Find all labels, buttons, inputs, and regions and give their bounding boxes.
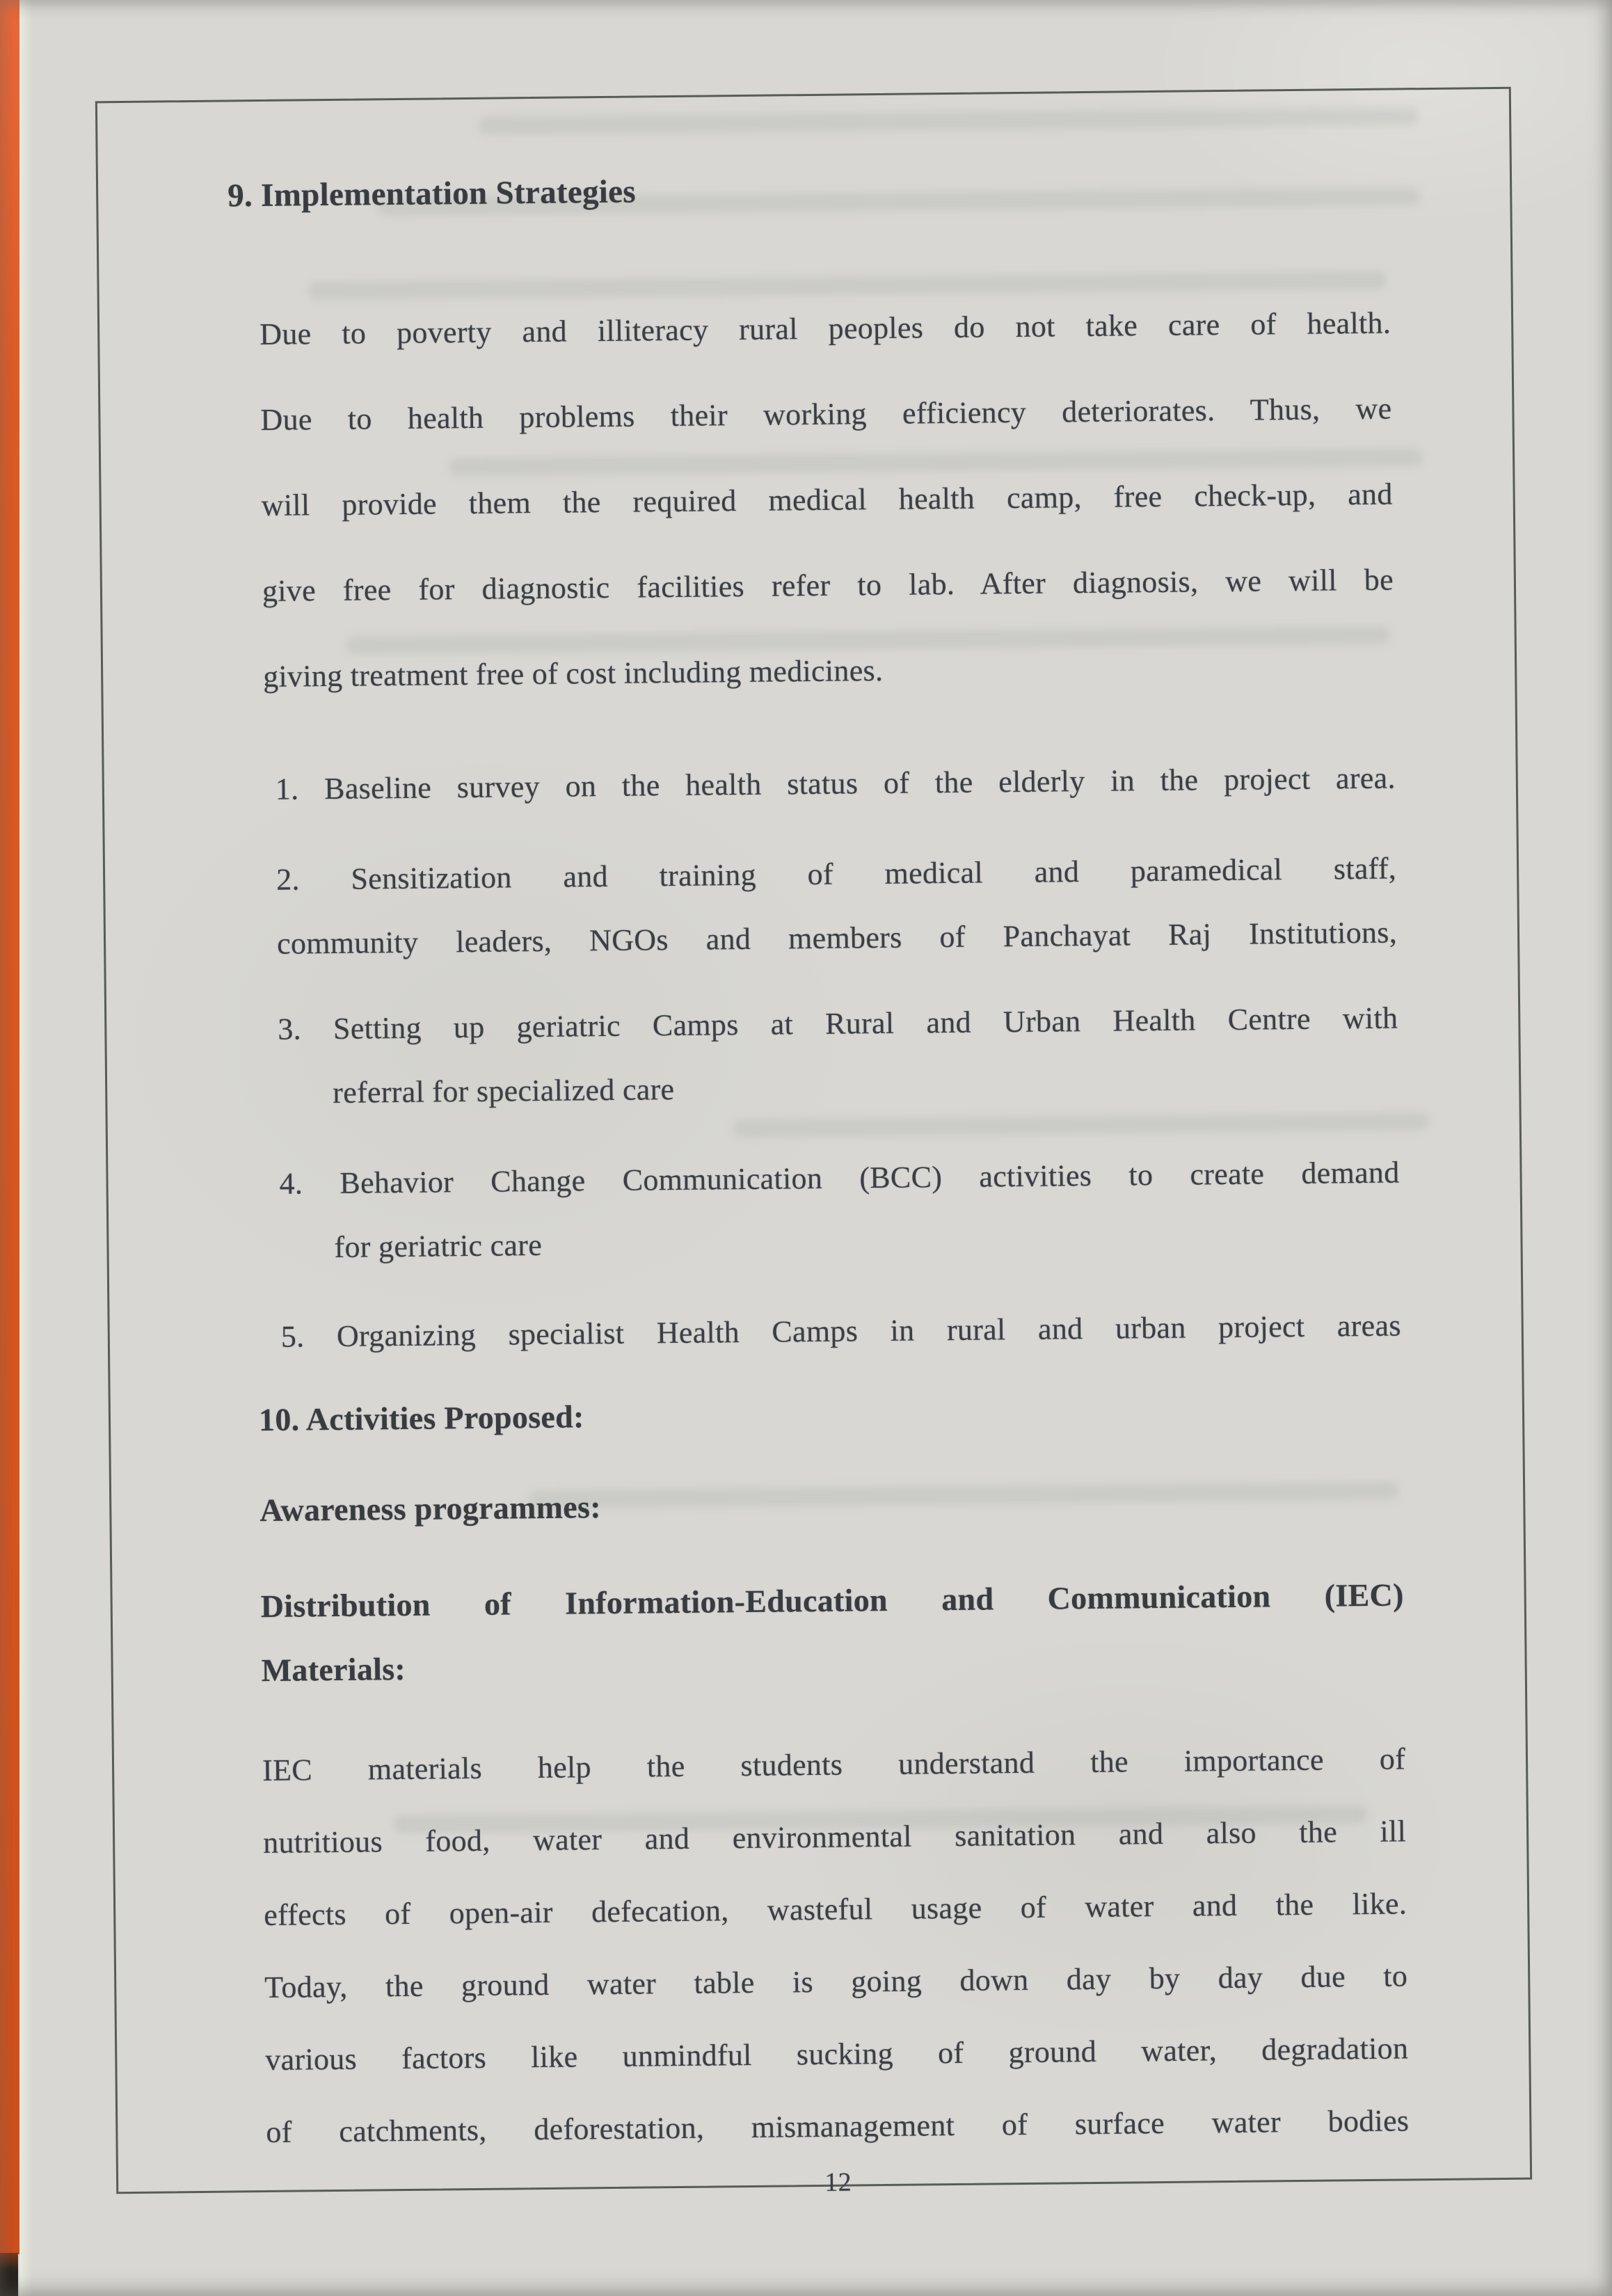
paragraph-line: IEC materials help the students understand the importance of — [262, 1741, 1406, 1788]
strategy-item-2 — [276, 837, 1398, 976]
strategy-item-1 — [275, 747, 1396, 822]
strategy-item-3 — [278, 986, 1399, 1125]
intro-paragraph — [260, 280, 1395, 719]
paragraph-line: give free for diagnostic facilities refer to lab. After diagnosis, we will be — [262, 562, 1394, 608]
strategy-item-5 — [280, 1293, 1401, 1369]
paragraph-line: will provide them the required medical health camp, free check-up, and — [261, 477, 1393, 523]
page-border-frame — [95, 87, 1532, 2198]
book-spine-orange-strip — [0, 0, 19, 2254]
paragraph-line: Today, the ground water table is going down day by day due to — [264, 1959, 1408, 2005]
list-item-line: 4. Behavior Change Communication (BCC) activities to create demand — [279, 1155, 1400, 1201]
page-edge-highlight — [19, 0, 32, 2296]
list-item-line: 3. Setting up geriatric Camps at Rural and Urban Health Centre with — [278, 1000, 1398, 1046]
strategy-item-4 — [279, 1140, 1400, 1279]
list-item-line: 1. Baseline survey on the health status of the elderly in the project area. — [275, 760, 1396, 806]
iec-paragraph — [262, 1723, 1410, 2169]
subheading-line: Materials: — [261, 1651, 406, 1689]
iec-subheading — [260, 1563, 1405, 1703]
paragraph-line: Due to poverty and illiteracy rural peoples do not take care of health. — [259, 305, 1391, 351]
list-item-line: for geriatric care — [334, 1227, 543, 1264]
paragraph-line: effects of open-air defecation, wasteful usage of water and the like. — [263, 1886, 1407, 1933]
list-item-line: 5. Organizing specialist Health Camps in rural and urban project areas — [280, 1308, 1401, 1354]
section-10-heading: 10. Activities Proposed: — [258, 1398, 584, 1438]
page-content — [227, 90, 1410, 2198]
section-9-heading: 9. Implementation Strategies — [227, 173, 637, 214]
page-number: 12 — [824, 2167, 852, 2198]
paragraph-line: of catchments, deforestation, mismanagement of surface water bodies — [266, 2103, 1410, 2150]
list-item-line: referral for specialized care — [333, 1072, 675, 1110]
paragraph-line: nutritious food, water and environmental sanitation and also the ill — [262, 1814, 1407, 1860]
list-item-line: 2. Sensitization and training of medical and paramedical staff, — [276, 851, 1397, 897]
subheading-line: Distribution of Information-Education and Communication (IEC) — [260, 1577, 1404, 1625]
list-item-line: community leaders, NGOs and members of Panchayat Raj Institutions, — [276, 915, 1398, 961]
paragraph-line: giving treatment free of cost including medicines. — [262, 653, 884, 694]
paragraph-line: Due to health problems their working efficiency deteriorates. Thus, we — [260, 391, 1392, 437]
awareness-subheading: Awareness programmes: — [260, 1489, 602, 1529]
book-spine-shadow — [0, 2253, 18, 2296]
paragraph-line: various factors like unmindful sucking of ground water, degradation — [265, 2031, 1409, 2078]
